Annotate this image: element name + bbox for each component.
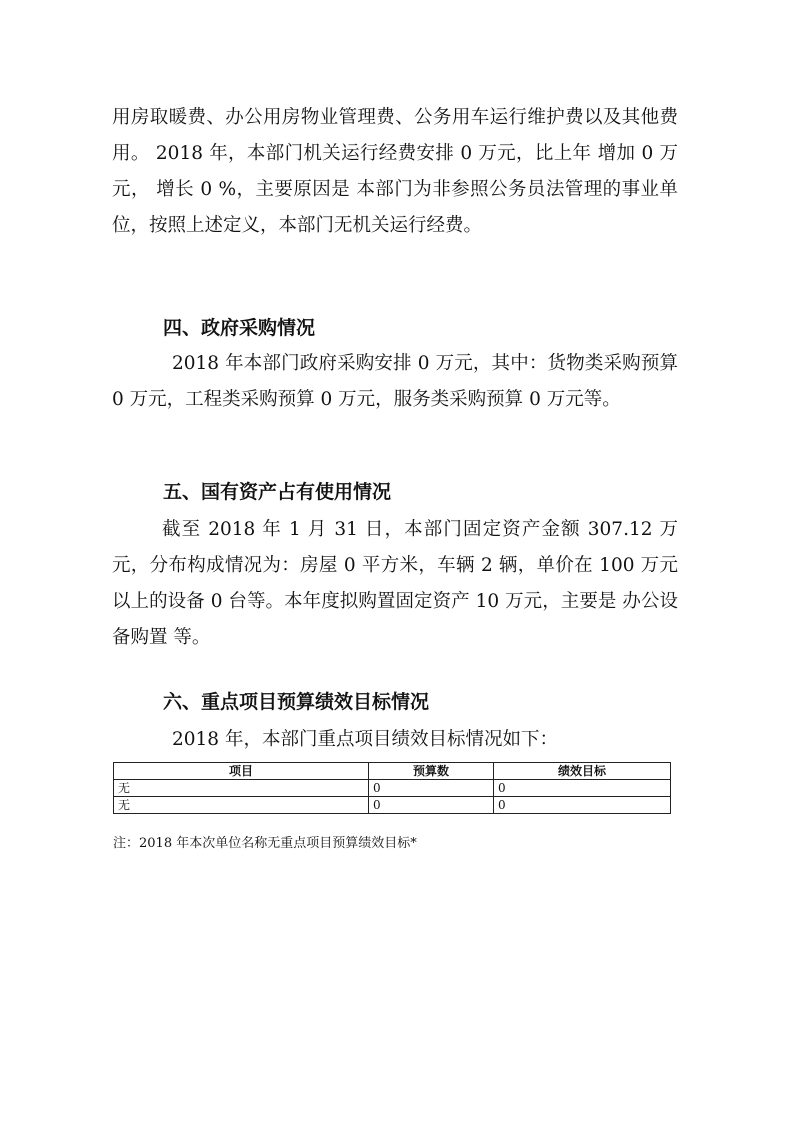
cell-performance-target: 0 — [494, 797, 671, 814]
heading-government-procurement: 四、政府采购情况 — [163, 317, 316, 339]
cell-performance-target: 0 — [494, 780, 671, 797]
cell-budget: 0 — [369, 780, 494, 797]
table-note: 注：2018 年本次单位名称无重点项目预算绩效目标* — [113, 836, 417, 851]
paragraph-government-procurement: 2018 年本部门政府采购安排 0 万元，其中：货物类采购预算 0 万元，工程类采购预算 0 万元，服务类采购预算 0 万元等。 — [112, 353, 678, 410]
heading-state-assets: 五、国有资产占有使用情况 — [163, 481, 392, 503]
header-performance-target: 绩效目标 — [494, 763, 671, 780]
table-header-row — [114, 763, 671, 780]
cell-project: 无 — [114, 797, 369, 814]
heading-performance-targets: 六、重点项目预算绩效目标情况 — [163, 691, 430, 713]
paragraph-operating-expenses: 用房取暖费、办公用房物业管理费、公务用车运行维护费以及其他费用。 2018 年，本部门机关运行经费安排 0 万元，比上年 增加 0 万元， 增长 0 %，主要原因是 本部门为非参照公务员法管理的事业单位，按照上述定义，本部门无机关运行经费。 — [112, 107, 678, 236]
header-project: 项目 — [114, 763, 369, 780]
paragraph-state-assets: 截至 2018 年 1 月 31 日，本部门固定资产金额 307.12 万元，分布构成情况为：房屋 0 平方米，车辆 2 辆，单价在 100 万元以上的设备 0 台等。本年度拟购置固定资产 10 万元，主要是 办公设备购置 等。 — [112, 519, 678, 648]
table-row — [114, 797, 671, 814]
cell-project: 无 — [114, 780, 369, 797]
cell-budget: 0 — [369, 797, 494, 814]
table-row — [114, 780, 671, 797]
performance-table — [113, 762, 671, 814]
paragraph-performance-intro: 2018 年，本部门重点项目绩效目标情况如下： — [172, 729, 558, 750]
header-budget: 预算数 — [369, 763, 494, 780]
